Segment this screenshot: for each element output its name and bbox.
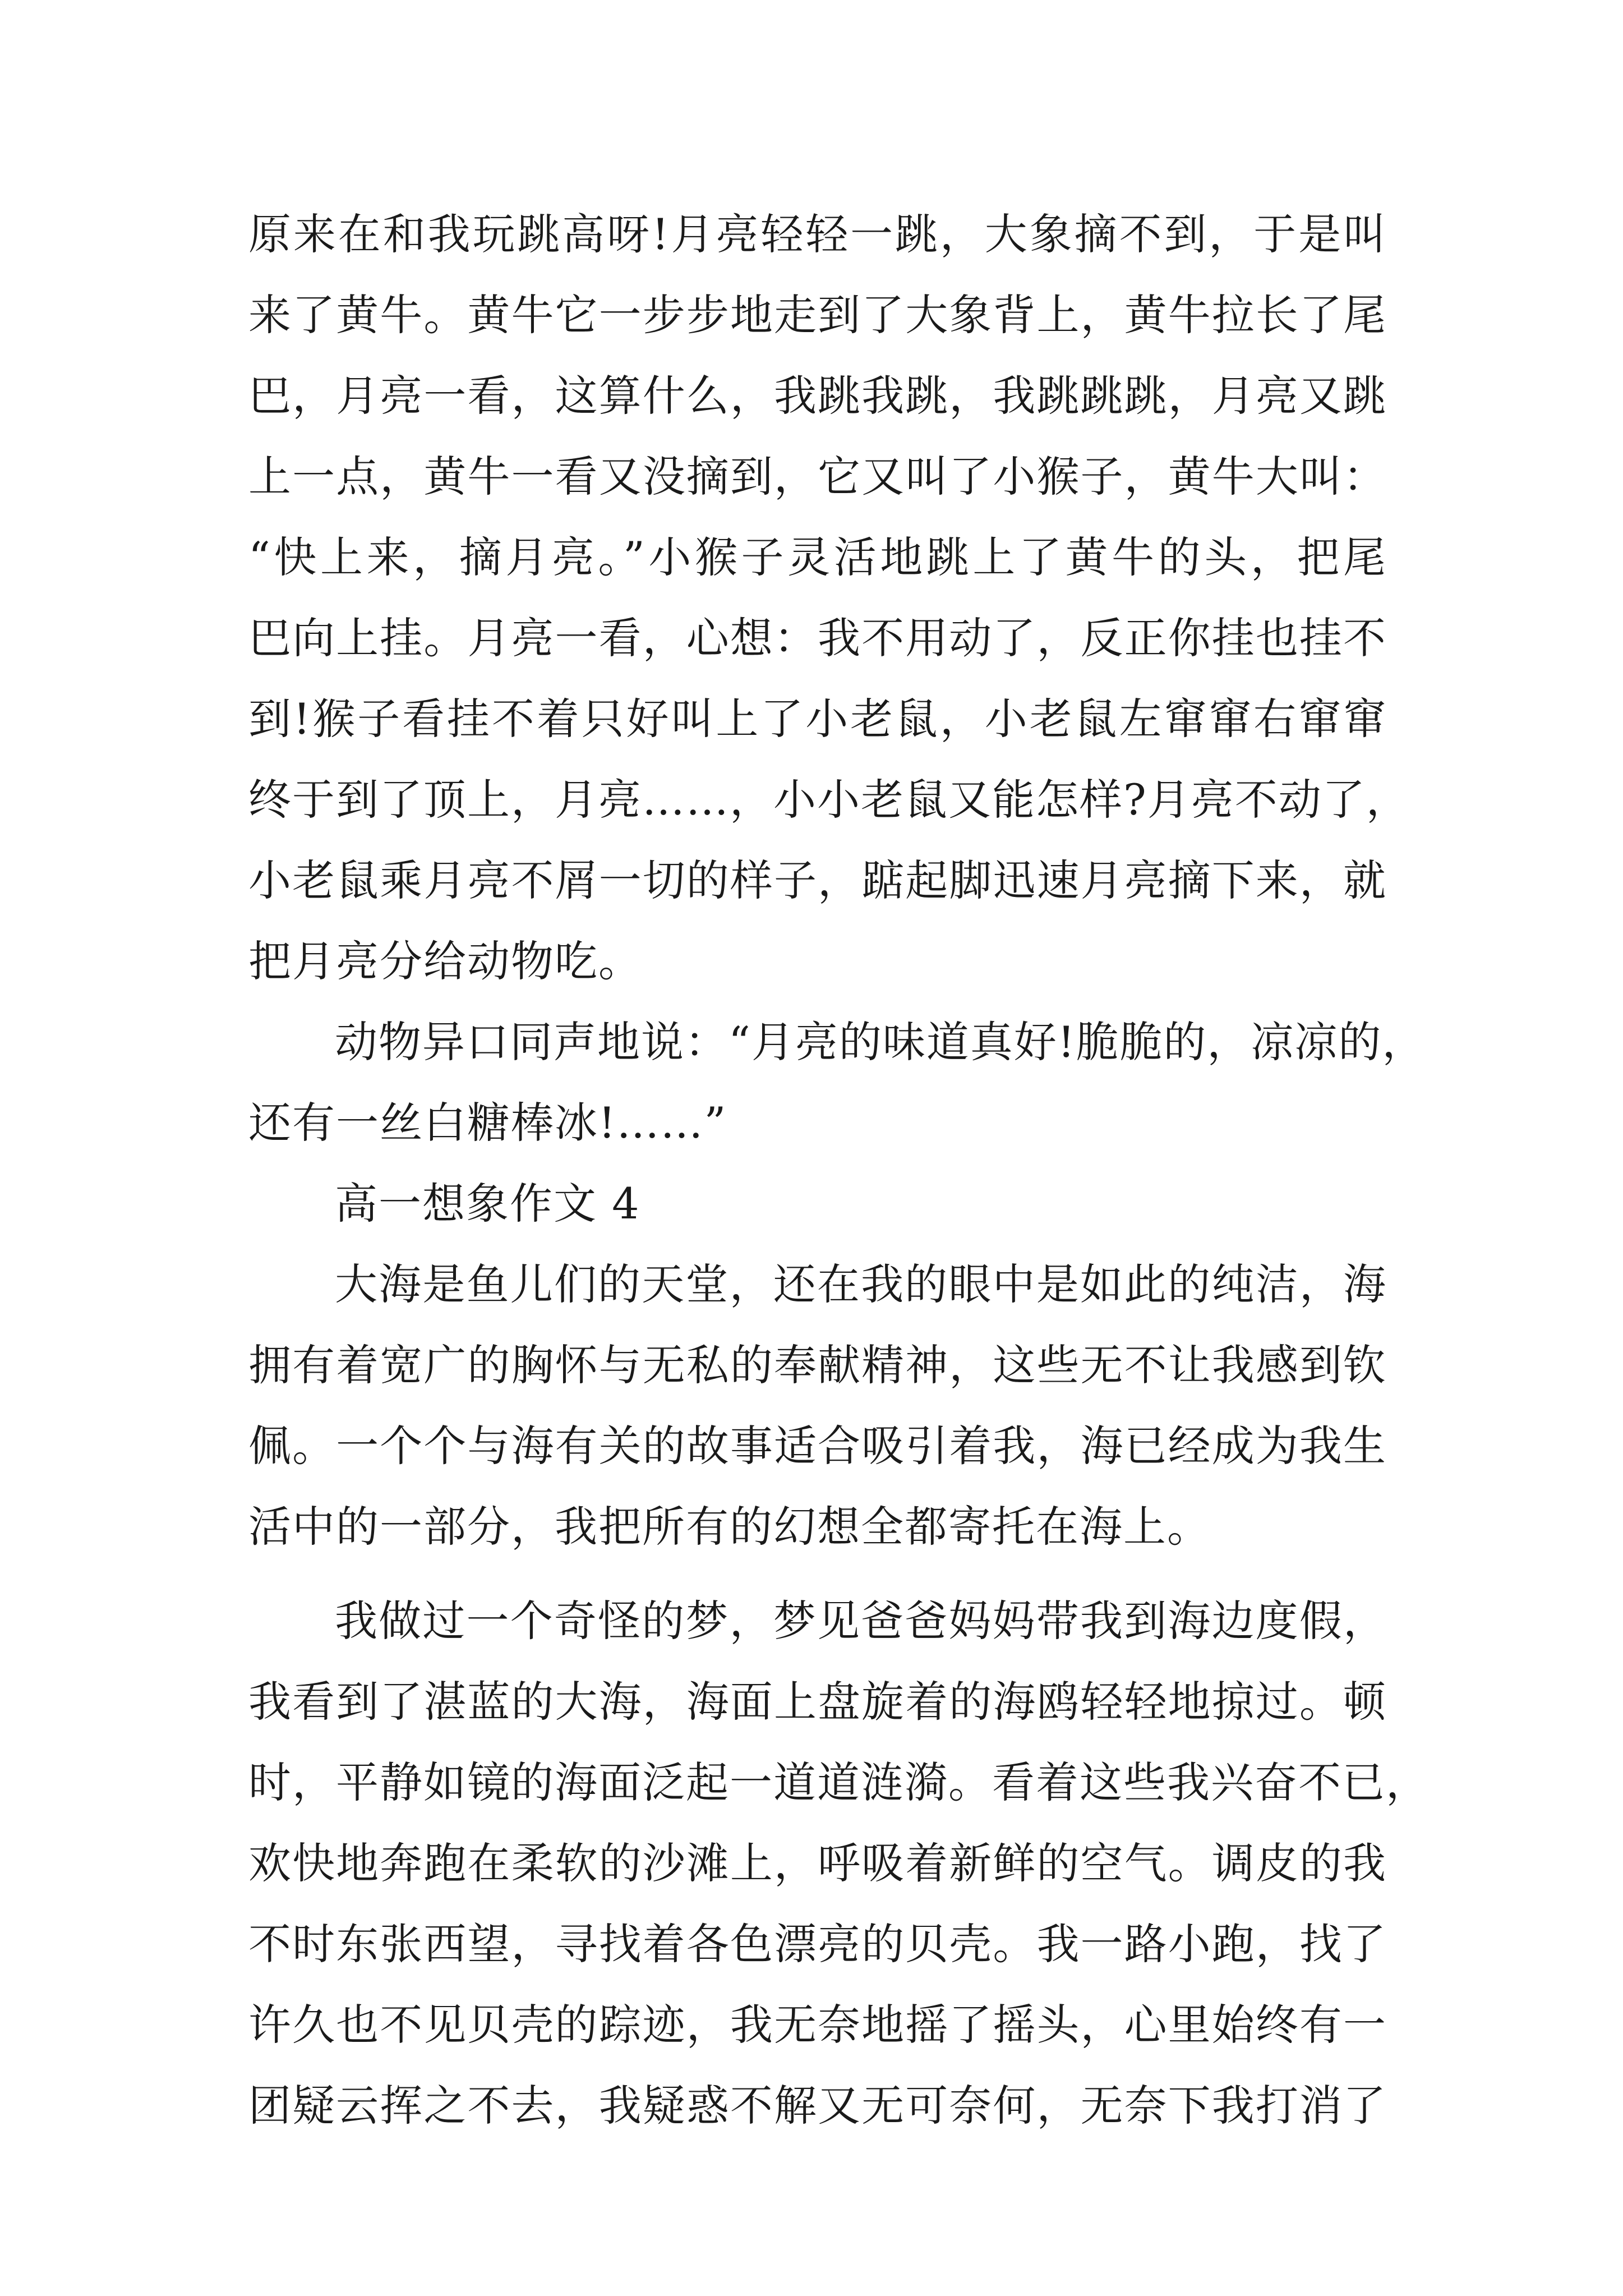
text-line: 我看到了湛蓝的大海，海面上盘旋着的海鸥轻轻地掠过。顿 <box>248 1677 1387 1727</box>
section-heading: 高一想象作文 4 <box>335 1179 640 1228</box>
text-line: 我做过一个奇怪的梦，梦见爸爸妈妈带我到海边度假， <box>335 1596 1387 1646</box>
text-line: “快上来，摘月亮。”小猴子灵活地跳上了黄牛的头，把尾 <box>248 532 1387 582</box>
text-line: 欢快地奔跑在柔软的沙滩上，呼吸着新鲜的空气。调皮的我 <box>248 1838 1387 1888</box>
text-line: 不时东张西望，寻找着各色漂亮的贝壳。我一路小跑，找了 <box>248 1919 1387 1969</box>
text-line: 巴向上挂。月亮一看，心想：我不用动了，反正你挂也挂不 <box>248 613 1387 663</box>
text-line: 团疑云挥之不去，我疑惑不解又无可奈何，无奈下我打消了 <box>248 2081 1387 2131</box>
text-line: 到!猴子看挂不着只好叫上了小老鼠，小老鼠左窜窜右窜窜 <box>248 694 1387 744</box>
text-line: 时，平静如镜的海面泛起一道道涟漪。看着这些我兴奋不已， <box>248 1757 1430 1807</box>
text-line: 大海是鱼儿们的天堂，还在我的眼中是如此的纯洁，海 <box>335 1259 1387 1309</box>
text-line: 来了黄牛。黄牛它一步步地走到了大象背上，黄牛拉长了尾 <box>248 290 1387 340</box>
text-line: 把月亮分给动物吃。 <box>248 936 642 986</box>
text-line: 巴，月亮一看，这算什么，我跳我跳，我跳跳跳，月亮又跳 <box>248 371 1387 421</box>
text-line: 小老鼠乘月亮不屑一切的样子，踮起脚迅速月亮摘下来，就 <box>248 855 1387 905</box>
text-line: 还有一丝白糖棒冰!……” <box>248 1098 727 1148</box>
text-line: 终于到了顶上，月亮……，小小老鼠又能怎样?月亮不动了， <box>248 775 1410 825</box>
text-line: 原来在和我玩跳高呀!月亮轻轻一跳，大象摘不到，于是叫 <box>248 209 1387 259</box>
text-line: 许久也不见贝壳的踪迹，我无奈地摇了摇头，心里始终有一 <box>248 2000 1387 2050</box>
text-line: 佩。一个个与海有关的故事适合吸引着我，海已经成为我生 <box>248 1421 1387 1471</box>
text-line: 上一点，黄牛一看又没摘到，它又叫了小猴子，黄牛大叫： <box>248 452 1387 501</box>
text-line: 拥有着宽广的胸怀与无私的奉献精神，这些无不让我感到钦 <box>248 1340 1387 1390</box>
text-line: 活中的一部分，我把所有的幻想全都寄托在海上。 <box>248 1502 1211 1552</box>
text-line: 动物异口同声地说：“月亮的味道真好!脆脆的，凉凉的， <box>335 1017 1426 1067</box>
